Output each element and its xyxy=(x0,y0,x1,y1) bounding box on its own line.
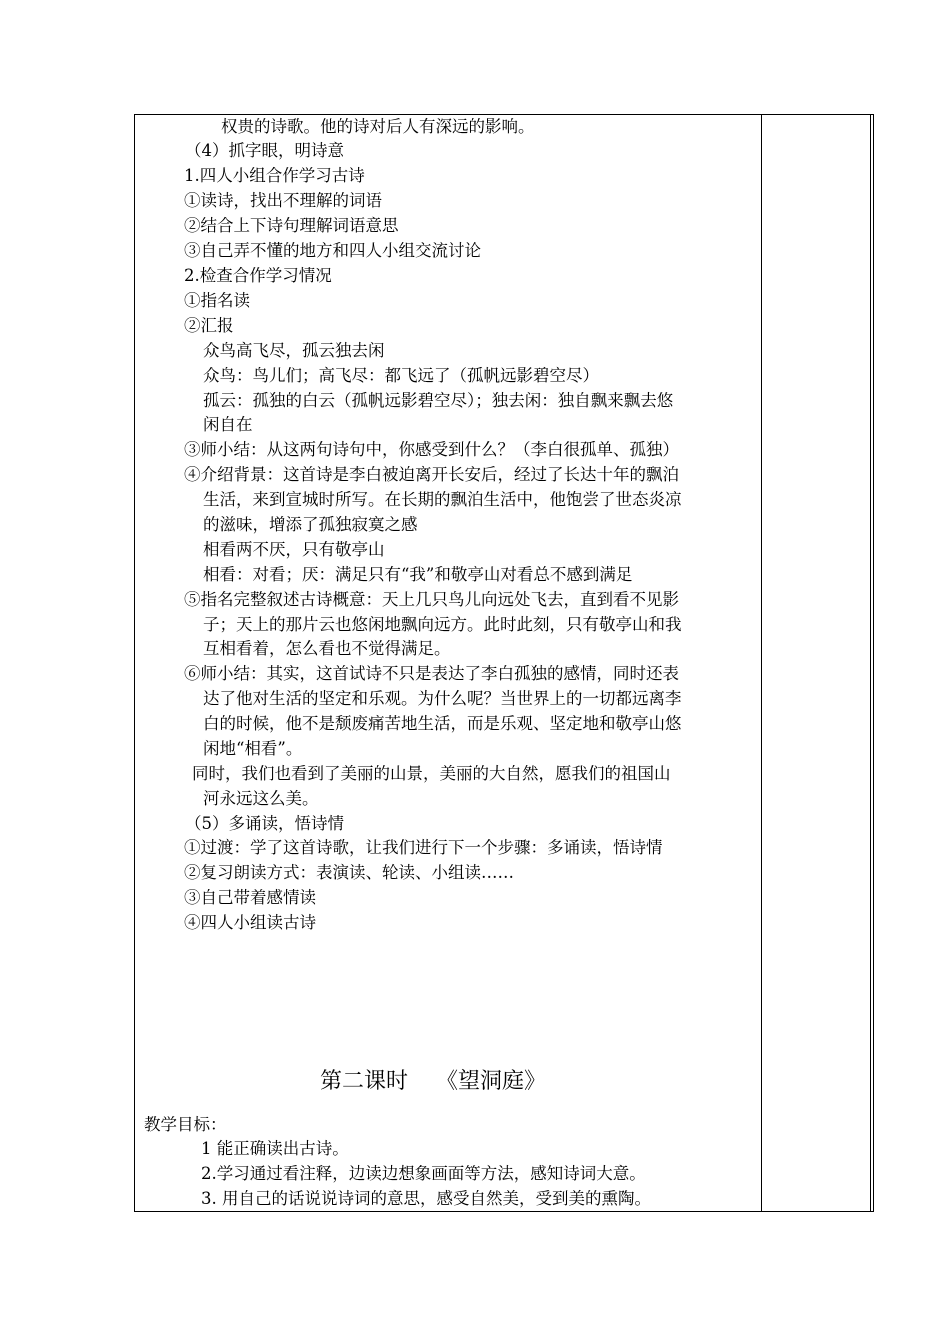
text-line: 1.四人小组合作学习古诗 xyxy=(184,166,365,185)
objectives-heading: 教学目标： xyxy=(144,1115,227,1134)
section-title: 第二课时 《望洞庭》 xyxy=(320,1069,546,1094)
objective-item: 2.学习通过看注释，边读边想象画面等方法，感知诗词大意。 xyxy=(201,1164,646,1183)
text-line: 权贵的诗歌。他的诗对后人有深远的影响。 xyxy=(221,117,535,136)
text-line: 河永远这么美。 xyxy=(203,789,319,808)
text-line: 白的时候，他不是颓废痛苦地生活，而是乐观、坚定地和敬亭山悠 xyxy=(203,714,682,733)
text-line: ⑥师小结：其实，这首试诗不只是表达了李白孤独的感情，同时还表 xyxy=(184,664,679,683)
text-line: ②复习朗读方式：表演读、轮读、小组读…… xyxy=(184,863,514,882)
text-line: 子；天上的那片云也悠闲地飘向远方。此时此刻，只有敬亭山和我 xyxy=(203,615,682,634)
text-line: 闲地“相看”。 xyxy=(203,739,303,758)
text-line: ①读诗，找出不理解的词语 xyxy=(184,191,382,210)
text-line: ①指名读 xyxy=(184,291,250,310)
text-line: ①过渡：学了这首诗歌，让我们进行下一个步骤：多诵读，悟诗情 xyxy=(184,838,663,857)
column-divider xyxy=(761,115,762,1211)
text-line: ③师小结：从这两句诗句中，你感受到什么？（李白很孤单、孤独） xyxy=(184,440,679,459)
text-line: 的滋味，增添了孤独寂寞之感 xyxy=(203,515,418,534)
step-heading: （5）多诵读，悟诗情 xyxy=(185,814,344,833)
text-line: 闲自在 xyxy=(203,415,253,434)
text-line: 孤云：孤独的白云（孤帆远影碧空尽）；独去闲：独自飘来飘去悠 xyxy=(203,391,674,410)
objective-item: 1 能正确读出古诗。 xyxy=(201,1139,349,1158)
text-line: 同时，我们也看到了美丽的山景，美丽的大自然，愿我们的祖国山 xyxy=(192,764,671,783)
text-line: 生活，来到宣城时所写。在长期的飘泊生活中，他饱尝了世态炎凉 xyxy=(203,490,682,509)
text-line: ④介绍背景：这首诗是李白被迫离开长安后，经过了长达十年的飘泊 xyxy=(184,465,679,484)
text-line: ③自己带着感情读 xyxy=(184,888,316,907)
poem-line: 众鸟高飞尽，孤云独去闲 xyxy=(203,341,385,360)
text-line: 达了他对生活的坚定和乐观。为什么呢？当世界上的一切都远离李 xyxy=(203,689,682,708)
text-line: ②汇报 xyxy=(184,316,234,335)
text-line: 2.检查合作学习情况 xyxy=(184,266,332,285)
text-line: ②结合上下诗句理解词语意思 xyxy=(184,216,399,235)
poem-line: 相看两不厌，只有敬亭山 xyxy=(203,540,385,559)
text-line: 众鸟：鸟儿们；高飞尽：都飞远了（孤帆远影碧空尽） xyxy=(203,366,599,385)
text-line: 互相看着，怎么看也不觉得满足。 xyxy=(203,639,451,658)
objective-item: 3. 用自己的话说说诗词的意思，感受自然美，受到美的熏陶。 xyxy=(201,1189,651,1208)
text-line: ⑤指名完整叙述古诗概意：天上几只鸟儿向远处飞去，直到看不见影 xyxy=(184,590,679,609)
step-heading: （4）抓字眼，明诗意 xyxy=(185,141,344,160)
text-line: ④四人小组读古诗 xyxy=(184,913,316,932)
text-line: ③自己弄不懂的地方和四人小组交流讨论 xyxy=(184,241,481,260)
text-line: 相看：对看；厌：满足只有“我”和敬亭山对看总不感到满足 xyxy=(203,565,633,584)
